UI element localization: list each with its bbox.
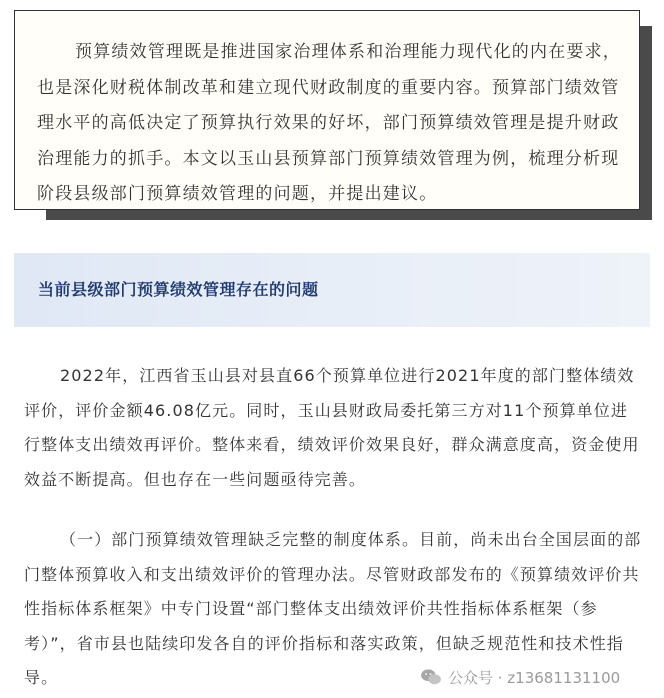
body-paragraph-2: （一）部门预算绩效管理缺乏完整的制度体系。目前，尚未出台全国层面的部门整体预算收入和支出绩效评价的管理办法。尽管财政部发布的《预算绩效评价共性指标体系框架》中专门设置“部门整体支出绩效评价共性指标体系框架（参考）”，省市县也陆续印发各自的评价指标和落实政策，但缺乏规范性和技术性指导。 xyxy=(24,530,642,687)
section-banner xyxy=(14,253,650,327)
section-title: 当前县级部门预算绩效管理存在的问题 xyxy=(38,280,319,299)
intro-box xyxy=(14,10,640,210)
watermark-text: 公众号 · z13681131100 xyxy=(448,668,621,687)
body-paragraph-1: 2022年，江西省玉山县对县直66个预算单位进行2021年度的部门整体绩效评价，评价金额46.08亿元。同时，玉山县财政局委托第三方对11个预算单位进行整体支出绩效再评价。整体来看，绩效评价效果良好，群众满意度高，资金使用效益不断提高。但也存在一些问题亟待完善。 xyxy=(24,366,640,489)
intro-paragraph: 预算绩效管理既是推进国家治理体系和治理能力现代化的内在要求，也是深化财税体制改革和建立现代财政制度的重要内容。预算部门绩效管理水平的高低决定了预算执行效果的好坏，部门预算绩效管理是提升财政治理能力的抓手。本文以玉山县预算部门预算绩效管理为例，梳理分析现阶段县级部门预算绩效管理的问题，并提出建议。 xyxy=(37,42,621,204)
watermark xyxy=(420,664,620,690)
wechat-icon xyxy=(420,668,442,686)
